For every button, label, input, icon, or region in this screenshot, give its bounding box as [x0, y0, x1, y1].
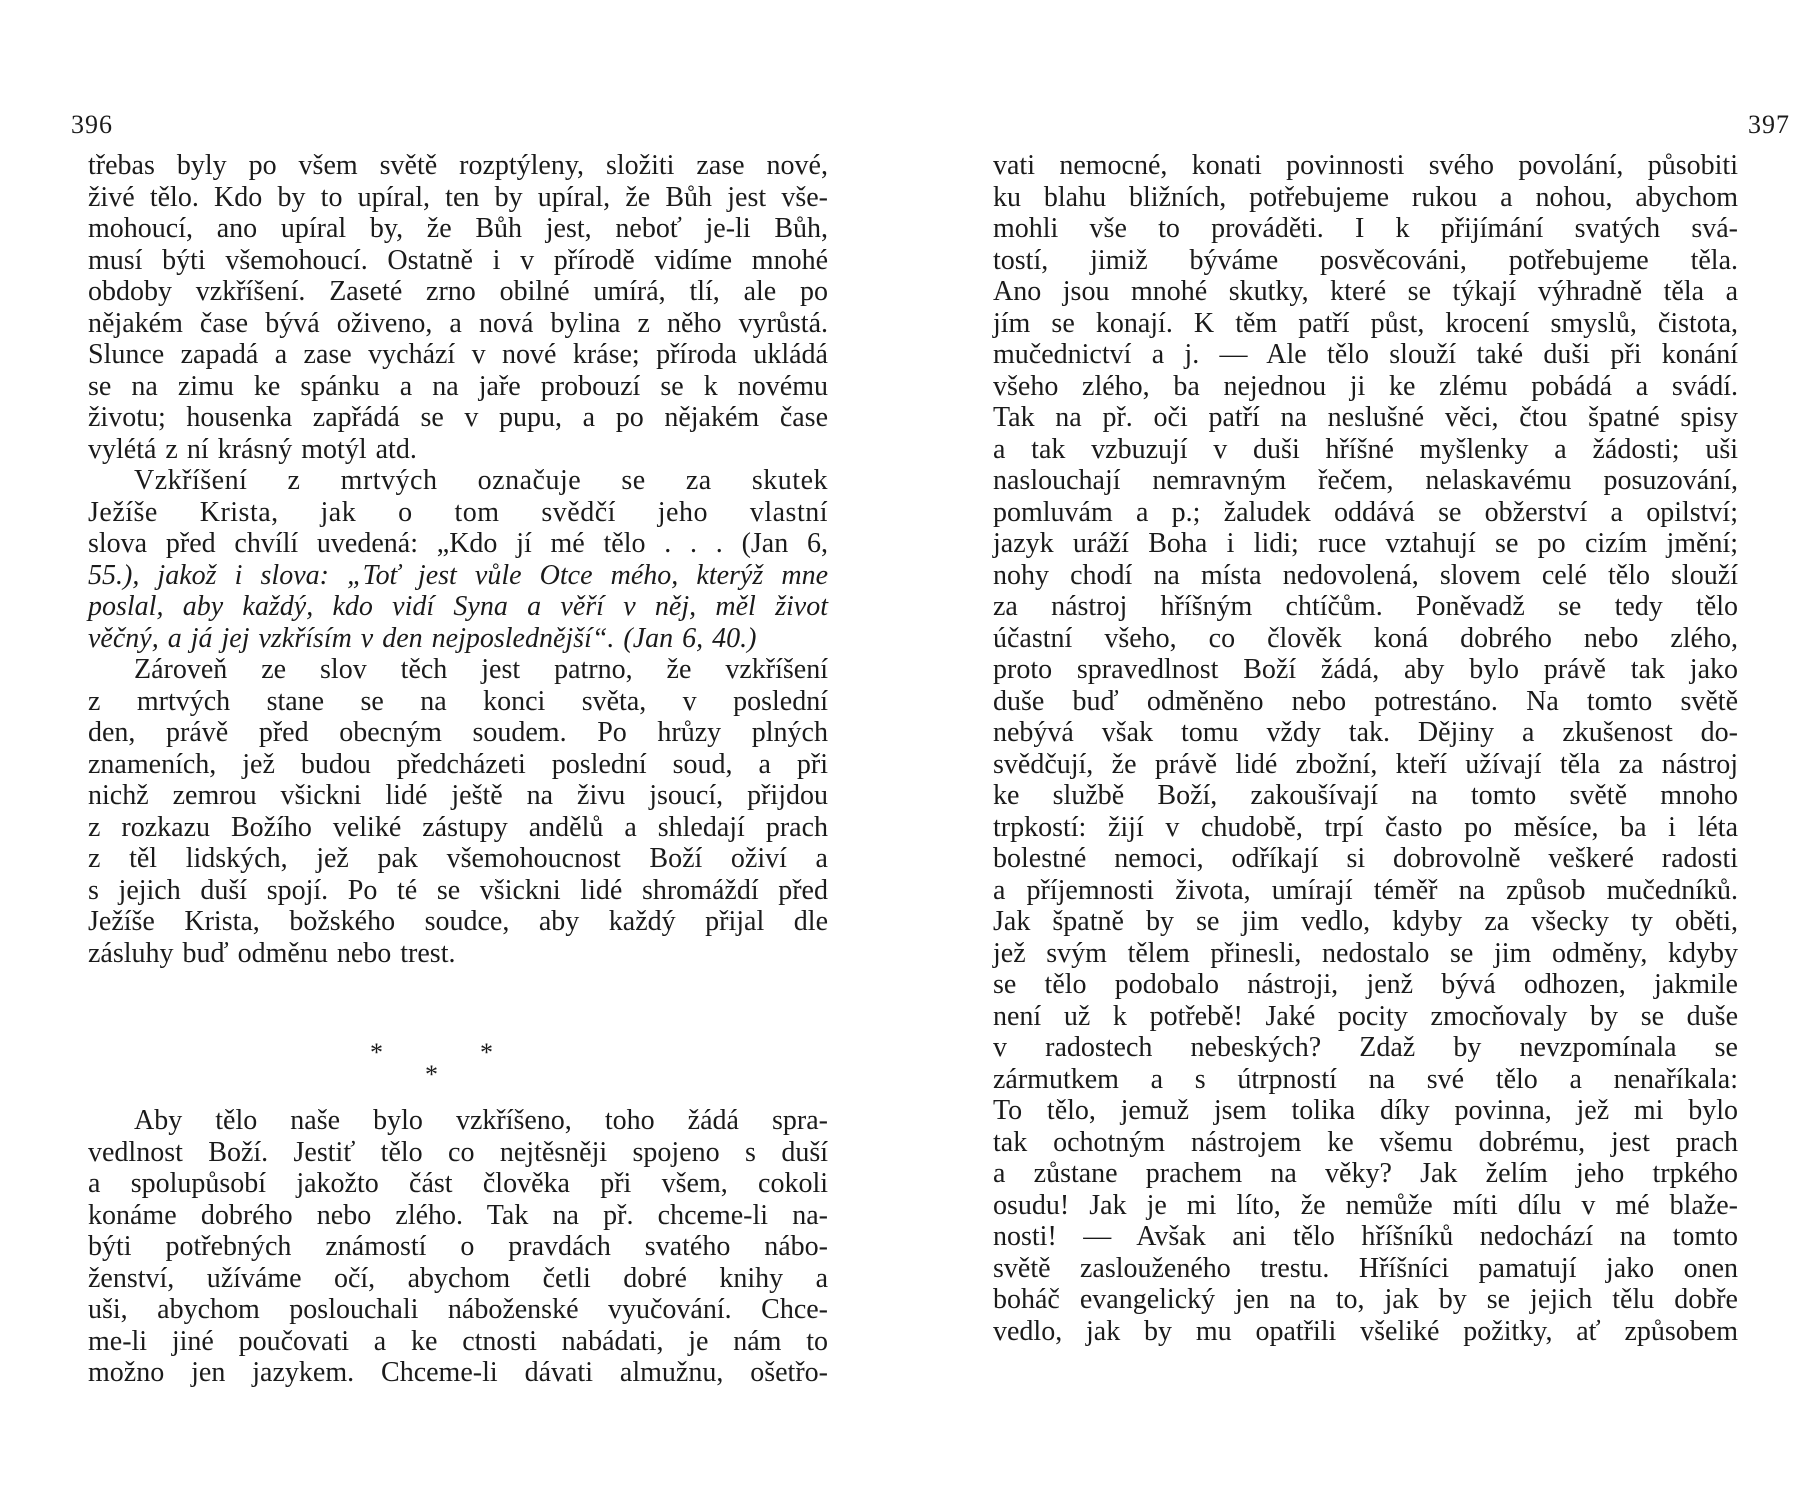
text-line: a zůstane prachem na věky? Jak želím jeho trpkého [993, 1158, 1738, 1189]
text-line: Aby tělo naše bylo vzkříšeno, toho žádá spra- [134, 1105, 828, 1136]
text-line: Ano jsou mnohé skutky, které se týkají výhradně těla a [993, 276, 1738, 307]
text-line: vylétá z ní krásný motýl atd. [88, 433, 417, 465]
text-line: zármutkem a s útrpností na své tělo a nenaříkala: [993, 1063, 1738, 1095]
text-line: živé tělo. Kdo by to upíral, ten by upíral, že Bůh jest vše- [88, 181, 828, 213]
text-line: mučednictví a j. — Ale tělo slouží také duši při konání [993, 339, 1738, 370]
text-line: z rozkazu Božího veliké zástupy andělů a shledají prach [88, 811, 828, 843]
text-line: Vzkříšení z mrtvých označuje se za skutek [134, 465, 828, 496]
section-separator [370, 1038, 493, 1089]
text-line: To tělo, jemuž jsem tolika díky povinna, jež mi bylo [993, 1095, 1738, 1126]
text-line: duše buď odměněno nebo potrestáno. Na tomto světě [993, 685, 1738, 717]
text-line: tostí, jimiž býváme posvěcováni, potřebujeme těla. [993, 244, 1738, 276]
text-line: znameních, jež budou předcházeti poslední soud, a při [88, 748, 828, 780]
text-line: jazyk uráží Boha i lidi; ruce vztahují se po cizím jmění; [993, 528, 1738, 559]
text-line: a spolupůsobí jakožto část člověka při všem, cokoli [88, 1168, 828, 1199]
text-line: vedlnost Boží. Jestiť tělo co nejtěsněji spojeno s duší [88, 1136, 828, 1168]
text-line: Ježíše Krista, jak o tom svědčí jeho vlastní [88, 496, 828, 528]
text-line: a tak vzbuzují v duši hříšné myšlenky a žádosti; uši [993, 433, 1738, 465]
text-line: třebas byly po všem světě rozptýleny, složiti zase nové, [88, 150, 828, 181]
page-number-right: 397 [1748, 110, 1790, 139]
separator-asterisk: * [370, 1038, 383, 1067]
text-line: trpkostí: žijí v chudobě, trpí často po měsíce, ba i léta [993, 811, 1738, 843]
separator-asterisk: * [425, 1060, 438, 1089]
text-line: poslal, aby každý, kdo vidí Syna a věří v něj, měl život [88, 591, 828, 622]
text-line: v radostech nebeských? Zdaž by nevzpomínala se [993, 1032, 1738, 1063]
text-line: se tělo podobalo nástroji, jenž bývá odhozen, jakmile [993, 969, 1738, 1000]
text-line: tak ochotným nástrojem ke všemu dobrému, jest prach [993, 1126, 1738, 1158]
text-line: nichž zemrou všickni lidé ještě na živu jsoucí, přijdou [88, 780, 828, 811]
text-line: boháč evangelický jen na to, jak by se jejich tělu dobře [993, 1284, 1738, 1315]
text-line: z mrtvých stane se na konci světa, v poslední [88, 685, 828, 717]
text-line: konáme dobrého nebo zlého. Tak na př. chceme-li na- [88, 1199, 828, 1231]
text-line: z těl lidských, jež pak všemohoucnost Boží oživí a [88, 843, 828, 874]
text-line: jež svým tělem přinesli, nedostalo se jim odměny, kdyby [993, 937, 1738, 969]
text-line: Tak na př. oči patří na neslušné věci, čtou špatné spisy [993, 402, 1738, 433]
text-line: vedlo, jak by mu opatřili všeliké požitky, ať způsobem [993, 1315, 1738, 1347]
text-line: nebývá však tomu vždy tak. Dějiny a zkušenost do- [993, 717, 1738, 748]
text-line: obdoby vzkříšení. Zaseté zrno obilné umírá, tlí, ale po [88, 276, 828, 307]
text-line: možno jen jazykem. Chceme-li dávati almužnu, ošetřo- [88, 1357, 828, 1388]
text-line: pomluvám a p.; žaludek oddává se obžerství a opilství; [993, 496, 1738, 528]
text-line: za nástroj hříšným chtíčům. Poněvadž se tedy tělo [993, 591, 1738, 622]
text-line: není už k potřebě! Jaké pocity zmocňovaly by se duše [993, 1000, 1738, 1032]
right-text-block [993, 150, 1738, 1347]
text-line: Jak špatně by se jim vedlo, kdyby za všecky ty oběti, [993, 906, 1738, 937]
left-text-block-two [88, 1105, 828, 1389]
text-line: mohoucí, ano upíral by, že Bůh jest, neboť je-li Bůh, [88, 213, 828, 244]
right-page [905, 0, 1810, 1501]
text-line: naslouchají nemravným řečem, nelaskavému posuzování, [993, 465, 1738, 496]
text-line: nějakém čase bývá oživeno, a nová bylina z něho vyrůstá. [88, 307, 828, 339]
text-line: Zároveň ze slov těch jest patrno, že vzkříšení [134, 654, 828, 685]
text-line: životu; housenka zapřádá se v pupu, a po nějakém čase [88, 402, 828, 433]
text-line: ke službě Boží, zakoušívají na tomto světě mnoho [993, 780, 1738, 811]
text-line: Ježíše Krista, božského soudce, aby každý přijal dle [88, 906, 828, 937]
text-line: slova před chvílí uvedená: „Kdo jí mé tělo . . . (Jan 6, [88, 528, 828, 559]
text-line: světě zaslouženého trestu. Hříšníci pamatují jako onen [993, 1252, 1738, 1284]
text-line: bolestné nemoci, odříkají si dobrovolně veškeré radosti [993, 843, 1738, 874]
text-line: s jejich duší spojí. Po té se všickni lidé shromáždí před [88, 874, 828, 906]
text-line: nosti! — Avšak ani tělo hříšníků nedochází na tomto [993, 1221, 1738, 1252]
page-number-left: 396 [71, 110, 113, 139]
text-line: ženství, užíváme očí, abychom četli dobré knihy a [88, 1262, 828, 1294]
text-line: býti potřebných známostí o pravdách svatého nábo- [88, 1231, 828, 1262]
text-line: osudu! Jak je mi líto, že nemůže míti dílu v mé blaže- [993, 1189, 1738, 1221]
text-line: mohli vše to prováděti. I k přijímání svatých svá- [993, 213, 1738, 244]
text-line: účastní všeho, co člověk koná dobrého nebo zlého, [993, 622, 1738, 654]
text-line: zásluhy buď odměnu nebo trest. [88, 937, 456, 969]
text-line: proto spravedlnost Boží žádá, aby bylo právě tak jako [993, 654, 1738, 685]
text-line: Slunce zapadá a zase vychází v nové kráse; příroda ukládá [88, 339, 828, 370]
text-line: se na zimu ke spánku a na jaře probouzí se k novému [88, 370, 828, 402]
text-line: me-li jiné poučovati a ke ctnosti nabádati, je nám to [88, 1325, 828, 1357]
text-line: 55.), jakož i slova: „Toť jest vůle Otce mého, kterýž mne [88, 559, 828, 591]
text-line: nohy chodí na místa nedovolená, slovem celé tělo slouží [993, 559, 1738, 591]
text-line: jím se konají. K těm patří půst, krocení smyslů, čistota, [993, 307, 1738, 339]
left-text-block-one [88, 150, 828, 969]
text-line: svědčují, že právě lidé zbožní, kteří užívají těla za nástroj [993, 748, 1738, 780]
text-line: ku blahu bližních, potřebujeme rukou a nohou, abychom [993, 181, 1738, 213]
text-line: a příjemnosti života, umírají téměř na způsob mučedníků. [993, 874, 1738, 906]
text-line: vati nemocné, konati povinnosti svého povolání, působiti [993, 150, 1738, 181]
text-line: věčný, a já jej vzkřísím v den nejposlednější“. (Jan 6, 40.) [88, 622, 757, 654]
text-line: musí býti všemohoucí. Ostatně i v přírodě vidíme mnohé [88, 244, 828, 276]
text-line: uši, abychom poslouchali náboženské vyučování. Chce- [88, 1294, 828, 1325]
text-line: všeho zlého, ba nejednou ji ke zlému pobádá a svádí. [993, 370, 1738, 402]
separator-asterisk: * [480, 1038, 493, 1067]
text-line: den, právě před obecným soudem. Po hrůzy plných [88, 717, 828, 748]
